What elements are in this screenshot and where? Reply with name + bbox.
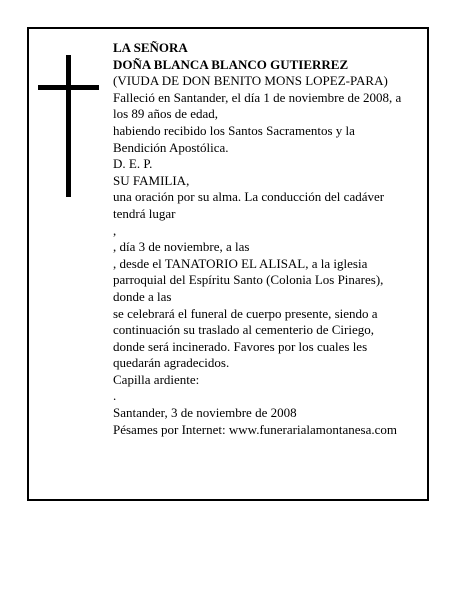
obituary-line: quedarán agradecidos.: [113, 355, 230, 371]
obituary-line: donde a las: [113, 288, 172, 304]
obituary-line: Falleció en Santander, el día 1 de noviembre de 2008, a: [113, 89, 402, 105]
obituary-line: los 89 años de edad,: [113, 106, 219, 122]
widow-note: (VIUDA DE DON BENITO MONS LOPEZ-PARA): [113, 73, 388, 89]
condolences-line: Pésames por Internet: www.funerarialamontanesa.com: [113, 421, 397, 437]
obituary-line: ,: [113, 222, 117, 238]
obituary-line: .: [113, 388, 117, 404]
cross-horizontal-bar: [38, 85, 99, 90]
obituary-line: , desde el TANATORIO EL ALISAL, a la iglesia: [113, 255, 368, 271]
family-line: SU FAMILIA,: [113, 172, 190, 188]
obituary-text: [113, 40, 425, 438]
obituary-line: Bendición Apostólica.: [113, 139, 229, 155]
rip-line: D. E. P.: [113, 156, 153, 172]
obituary-line: se celebrará el funeral de cuerpo presente, siendo a: [113, 305, 378, 321]
obituary-line: una oración por su alma. La conducción del cadáver: [113, 189, 385, 205]
chapel-line: Capilla ardiente:: [113, 371, 200, 387]
cross-vertical-bar: [66, 55, 71, 197]
obituary-line: , día 3 de noviembre, a las: [113, 239, 250, 255]
deceased-name: DOÑA BLANCA BLANCO GUTIERREZ: [113, 56, 349, 72]
obituary-line: donde será incinerado. Favores por los cuales les: [113, 338, 368, 354]
obituary-line: habiendo recibido los Santos Sacramentos y la: [113, 122, 355, 138]
obituary-line: parroquial del Espíritu Santo (Colonia Los Pinares),: [113, 272, 384, 288]
obituary-line: continuación su traslado al cementerio de Ciriego,: [113, 322, 374, 338]
date-line: Santander, 3 de noviembre de 2008: [113, 405, 297, 421]
obituary-line: tendrá lugar: [113, 205, 176, 221]
obituary-heading: LA SEÑORA: [113, 40, 188, 55]
